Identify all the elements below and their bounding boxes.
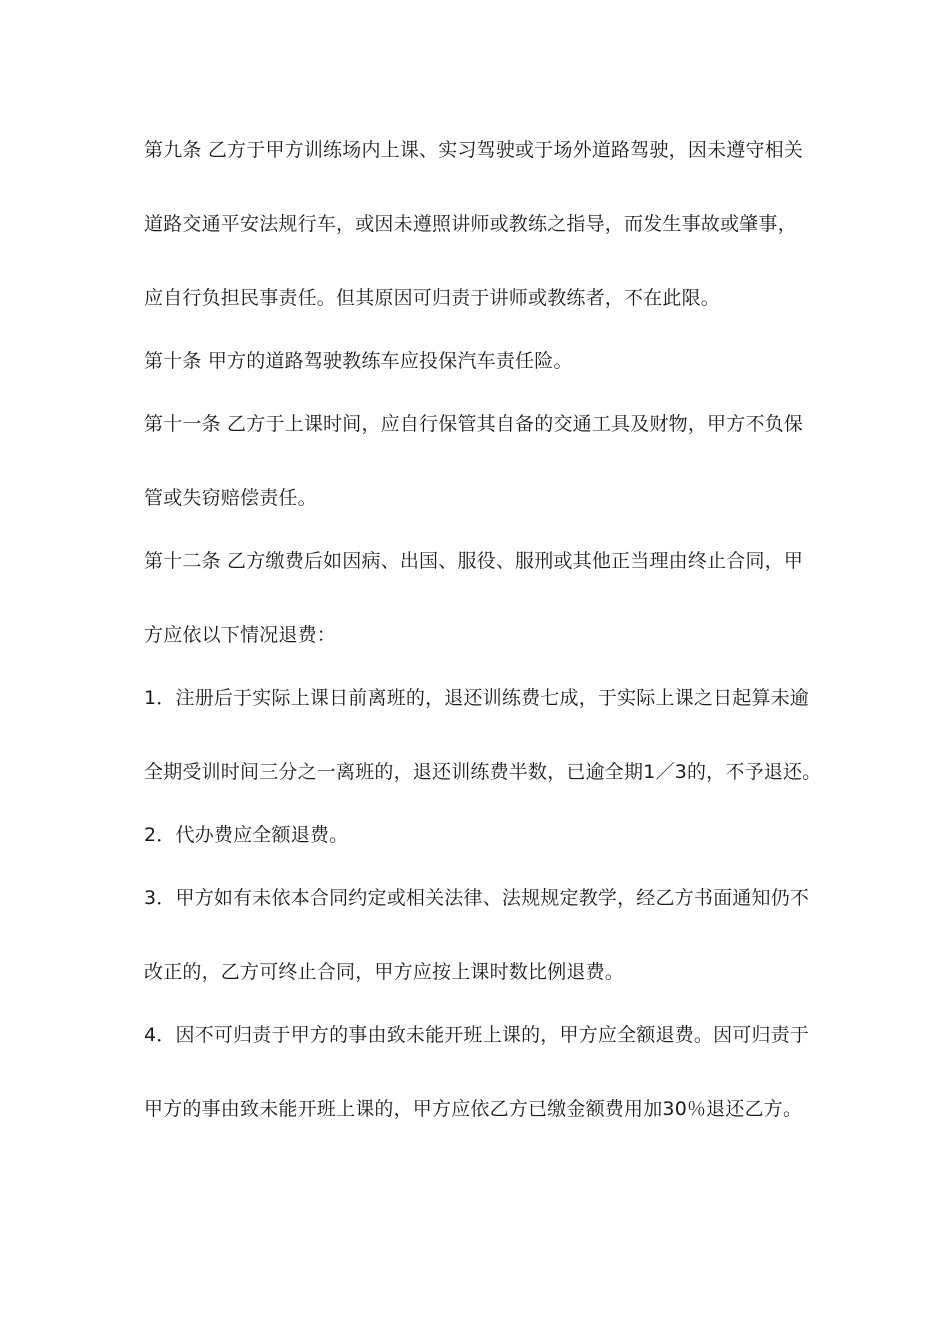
refund-item-4-line-1: 4．因不可归责于甲方的事由致未能开班上课的，甲方应全额退费。因可归责于 <box>144 1024 810 1046</box>
article-9-line-3: 应自行负担民事责任。但其原因可归责于讲师或教练者，不在此限。 <box>144 287 721 309</box>
article-9-line-1: 第九条 乙方于甲方训练场内上课、实习驾驶或于场外道路驾驶，因未遵守相关 <box>144 139 804 161</box>
article-10-line-1: 第十条 甲方的道路驾驶教练车应投保汽车责任险。 <box>144 350 573 372</box>
refund-item-3-line-1: 3．甲方如有未依本合同约定或相关法律、法规规定教学，经乙方书面通知仍不 <box>144 887 810 909</box>
refund-item-3-line-2: 改正的，乙方可终止合同，甲方应按上课时数比例退费。 <box>144 961 625 983</box>
article-12-line-2: 方应依以下情况退费： <box>144 624 337 646</box>
article-11-line-1: 第十一条 乙方于上课时间，应自行保管其自备的交通工具及财物，甲方不负保 <box>144 413 804 435</box>
refund-item-4-line-2: 甲方的事由致未能开班上课的，甲方应依乙方已缴金额费用加30％退还乙方。 <box>144 1098 803 1120</box>
article-11-line-2: 管或失窃赔偿责任。 <box>144 487 317 509</box>
refund-item-1-line-1: 1．注册后于实际上课日前离班的，退还训练费七成，于实际上课之日起算未逾 <box>144 687 810 709</box>
refund-item-2-line-1: 2．代办费应全额退费。 <box>144 824 349 846</box>
article-9-line-2: 道路交通平安法规行车，或因未遵照讲师或教练之指导，而发生事故或肇事， <box>144 213 797 235</box>
article-12-line-1: 第十二条 乙方缴费后如因病、出国、服役、服刑或其他正当理由终止合同，甲 <box>144 550 804 572</box>
refund-item-1-line-2: 全期受训时间三分之一离班的，退还训练费半数，已逾全期1／3的，不予退还。 <box>144 761 822 783</box>
